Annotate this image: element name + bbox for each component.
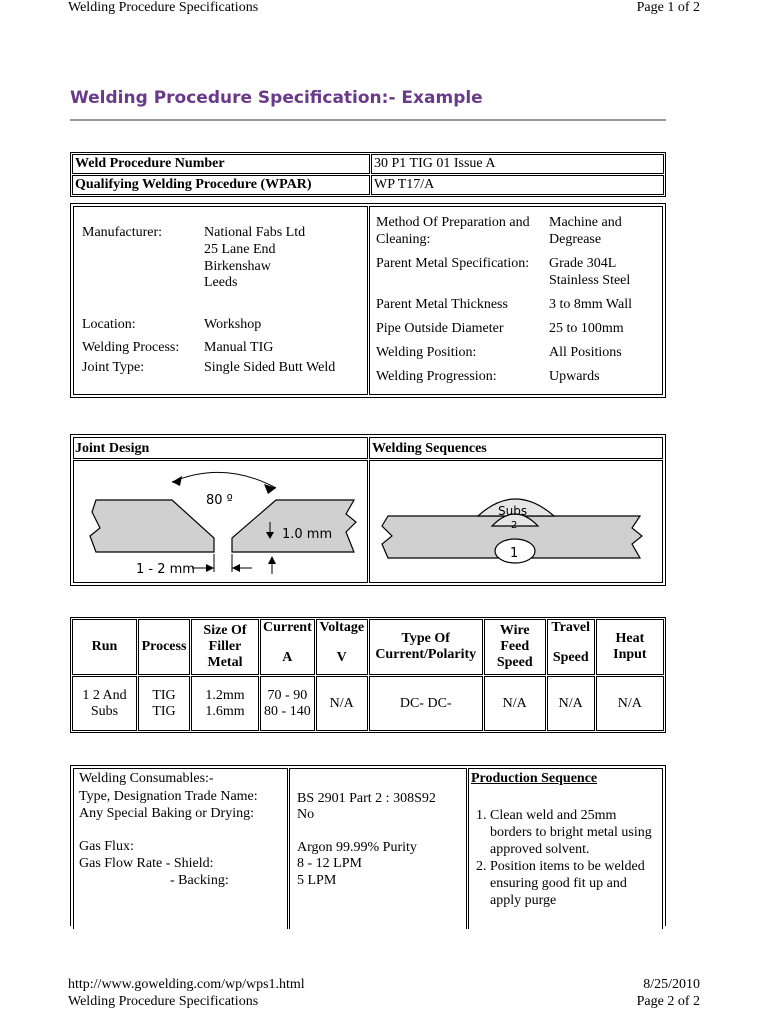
column-header-wire-feed (484, 619, 546, 675)
joint-design-heading: Joint Design (75, 441, 150, 456)
list-item: 1. Clean weld and 25mm borders to bright metal using approved solvent. (490, 807, 658, 858)
parent-metal-spec-label: Parent Metal Specification: (376, 256, 530, 271)
joint-design-diagram (74, 462, 364, 580)
column-header-travel-label: Travel (551, 620, 591, 635)
page-header-title: Welding Procedure Specifications (68, 0, 259, 15)
production-sequence-list (472, 807, 658, 909)
angle-label: 80 º (206, 493, 233, 508)
welding-progression-value: Upwards (549, 369, 600, 384)
footer-page-number: Page 2 of 2 (636, 994, 700, 1009)
baking-value: No (297, 807, 315, 822)
second-run-label: 2 (511, 520, 518, 531)
column-header-voltage (316, 619, 368, 675)
column-header-process (138, 619, 190, 675)
column-header-polarity-label: Type Of Current/Polarity (375, 631, 477, 662)
column-header-current (260, 619, 315, 675)
cell-run: 1 2 And Subs (72, 676, 137, 731)
weld-procedure-number-label: Weld Procedure Number (72, 154, 370, 174)
column-header-run-label: Run (91, 639, 118, 654)
shield-flow-label: Gas Flow Rate - Shield: (79, 856, 214, 871)
procedure-id-table (70, 152, 666, 197)
column-header-voltage-unit: V (336, 650, 347, 665)
angle-arc (172, 472, 276, 488)
preparation-label: Method Of Preparation and Cleaning: (376, 215, 530, 247)
thickness-label: 1.0 mm (282, 527, 333, 542)
cell-voltage: N/A (316, 676, 368, 731)
preparation-value: Machine and Degrease (549, 215, 622, 247)
cell-travel-speed: N/A (547, 676, 595, 731)
footer-title: Welding Procedure Specifications (68, 994, 259, 1009)
table-row (72, 154, 664, 174)
pipe-diameter-value: 25 to 100mm (549, 321, 624, 336)
parent-metal-thickness-label: Parent Metal Thickness (376, 297, 508, 312)
root-run-label: 1 (510, 546, 519, 561)
manufacturer-label: Manufacturer: (82, 225, 163, 240)
page-header-number: Page 1 of 2 (636, 0, 700, 15)
column-header-run (72, 619, 137, 675)
table-row (72, 175, 664, 195)
runs-table (70, 617, 666, 733)
location-value: Workshop (204, 317, 262, 332)
cap-run-label: Subs (498, 504, 528, 518)
column-header-filler (191, 619, 259, 675)
column-header-heat-input-label: Heat Input (613, 631, 647, 662)
welding-progression-label: Welding Progression: (376, 369, 497, 384)
welding-position-value: All Positions (549, 345, 622, 360)
footer-url: http://www.gowelding.com/wp/wps1.html (68, 977, 305, 992)
cell-process: TIG TIG (138, 676, 190, 731)
table-header-row (72, 619, 664, 675)
pipe-diameter-label: Pipe Outside Diameter (376, 321, 504, 336)
cell-filler-size: 1.2mm 1.6mm (191, 676, 259, 731)
title-divider (70, 119, 666, 121)
backing-flow-label: - Backing: (170, 873, 229, 888)
joint-type-value: Single Sided Butt Weld (204, 360, 336, 375)
right-plate (232, 500, 356, 552)
gap-arrow-right (232, 564, 240, 572)
column-header-current-unit: A (282, 650, 293, 665)
welding-position-label: Welding Position: (376, 345, 477, 360)
column-header-polarity (369, 619, 483, 675)
column-header-wire-feed-label: Wire Feed Speed (496, 623, 533, 670)
baking-label: Any Special Baking or Drying: (79, 806, 254, 821)
wpar-label: Qualifying Welding Procedure (WPAR) (72, 175, 370, 195)
backing-flow-value: 5 LPM (297, 873, 337, 888)
table-row (72, 676, 664, 731)
manufacturer-line-1: National Fabs Ltd (204, 225, 306, 240)
document-title: Welding Procedure Specification:- Example (70, 88, 483, 108)
welding-sequences-diagram (370, 462, 662, 580)
cell-current: 70 - 90 80 - 140 (260, 676, 315, 731)
column-header-current-label: Current (263, 620, 312, 635)
column-header-travel (547, 619, 595, 675)
weld-procedure-number-value: 30 P1 TIG 01 Issue A (371, 154, 664, 174)
manufacturer-line-4: Leeds (204, 275, 238, 290)
wpar-value: WP T17/A (371, 175, 664, 195)
column-header-heat-input (596, 619, 664, 675)
root-face-arrow (268, 556, 276, 564)
manufacturer-line-3: Birkenshaw (204, 259, 271, 274)
footer-date: 8/25/2010 (643, 977, 700, 992)
cell-polarity: DC- DC- (369, 676, 483, 731)
parent-metal-spec-value: Grade 304L Stainless Steel (549, 256, 631, 288)
list-item: 2. Position items to be welded ensuring good fit up and apply purge (490, 858, 658, 909)
gas-flux-label: Gas Flux: (79, 839, 134, 854)
welding-process-label: Welding Process: (82, 340, 180, 355)
angle-arrow-right (264, 484, 276, 494)
gap-arrow-left (206, 564, 214, 572)
column-header-process-label: Process (141, 639, 187, 654)
cell-heat-input: N/A (596, 676, 664, 731)
left-plate (90, 500, 214, 552)
consumable-type-label: Type, Designation Trade Name: (79, 789, 258, 804)
production-sequence-heading: Production Sequence (471, 771, 598, 786)
consumable-type-value: BS 2901 Part 2 : 308S92 (297, 791, 436, 806)
gap-label: 1 - 2 mm (136, 562, 195, 577)
parent-metal-thickness-value: 3 to 8mm Wall (549, 297, 633, 312)
consumables-heading: Welding Consumables:- (79, 771, 214, 786)
cell-wire-feed: N/A (484, 676, 546, 731)
manufacturer-line-2: 25 Lane End (204, 242, 276, 257)
joint-type-label: Joint Type: (82, 360, 145, 375)
gas-flux-value: Argon 99.99% Purity (297, 840, 417, 855)
column-header-travel-unit: Speed (552, 650, 589, 665)
shield-flow-value: 8 - 12 LPM (297, 856, 362, 871)
column-header-voltage-label: Voltage (319, 620, 365, 635)
location-label: Location: (82, 317, 136, 332)
welding-process-value: Manual TIG (204, 340, 274, 355)
column-header-filler-label: Size Of Filler Metal (203, 623, 247, 670)
welding-sequences-heading: Welding Sequences (372, 441, 487, 456)
